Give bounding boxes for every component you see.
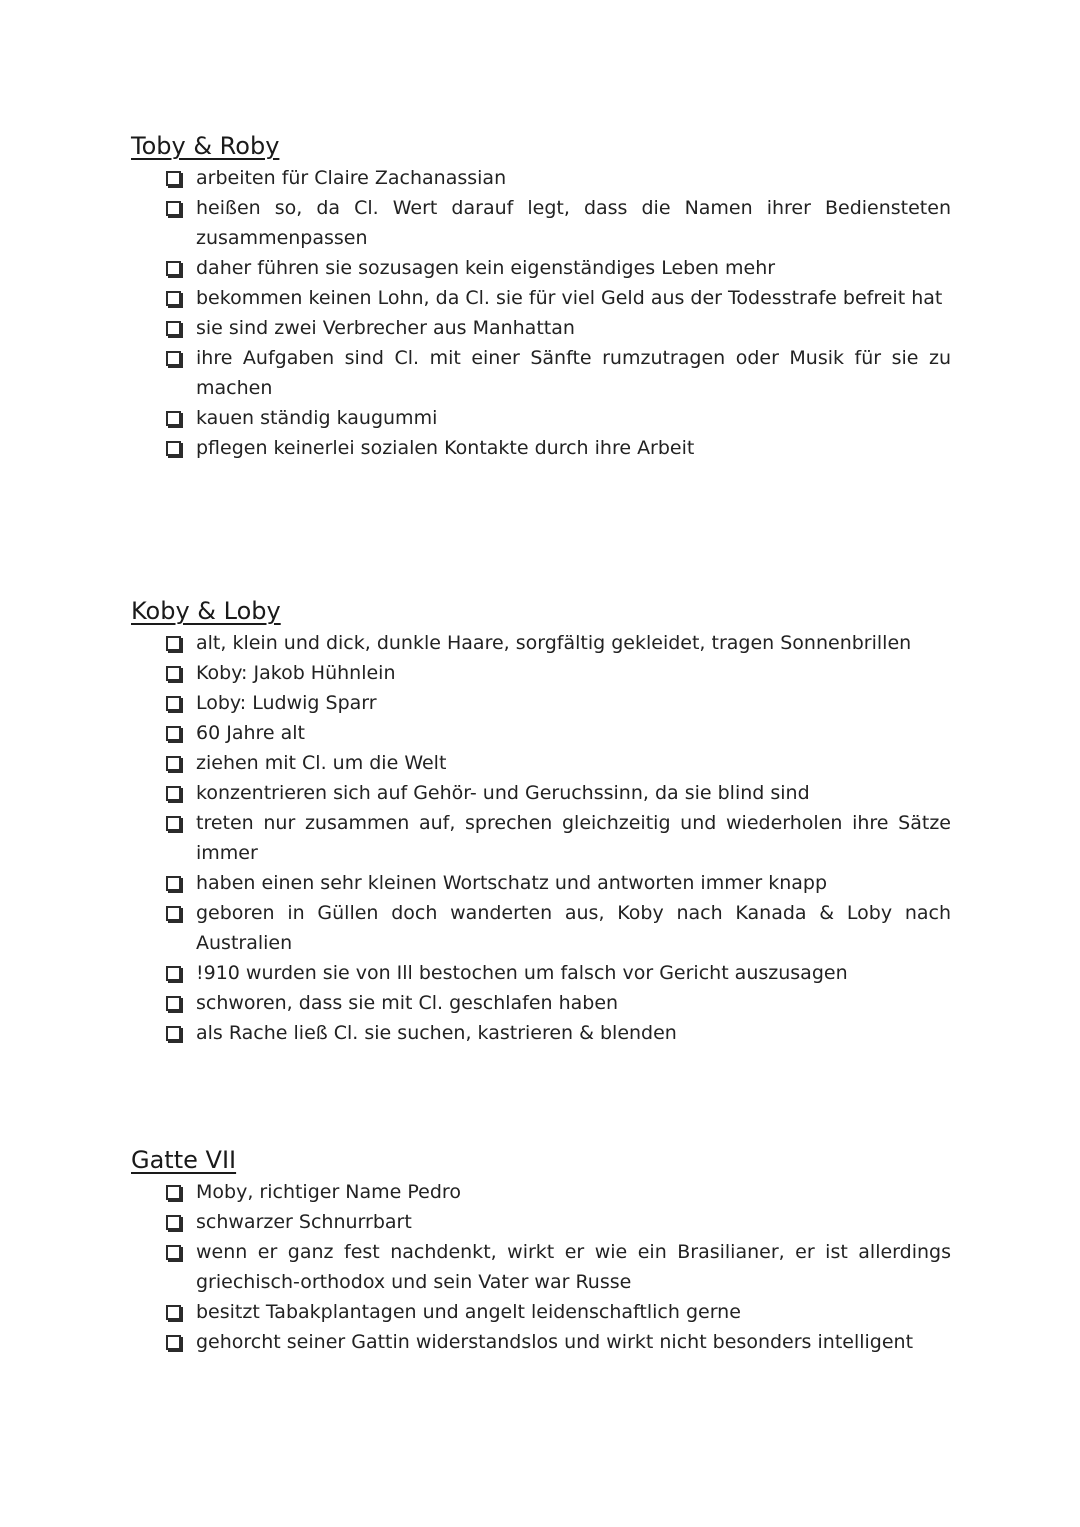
list-item-text: kauen ständig kaugummi [196,407,438,429]
list-item-text: 60 Jahre alt [196,722,305,744]
list-item [131,343,951,403]
checkbox-icon [166,636,181,651]
list-item-text: alt, klein und dick, dunkle Haare, sorgfältig gekleidet, tragen Sonnenbrillen [196,632,912,654]
list-item [131,193,951,253]
checkbox-icon [166,966,181,981]
section-koby-loby [131,596,951,1048]
checkbox-icon [166,816,181,831]
list-item [131,808,951,868]
checkbox-icon [166,1305,181,1320]
checkbox-icon [166,756,181,771]
checkbox-icon [166,726,181,741]
list-item-text: wenn er ganz fest nachdenkt, wirkt er wie ein Brasilianer, er ist allerdings griechisch-orthodox und sein Vater war Russe [196,1241,951,1293]
checkbox-icon [166,351,181,366]
list-item [131,628,951,658]
list-item [131,658,951,688]
section-gatte-vii [131,1145,951,1357]
list-item-text: konzentrieren sich auf Gehör- und Geruchssinn, da sie blind sind [196,782,810,804]
list-item [131,1177,951,1207]
list-item [131,688,951,718]
section-toby-roby [131,131,951,463]
checkbox-icon [166,666,181,681]
section-heading: Toby & Roby [131,132,280,160]
section-heading: Koby & Loby [131,597,281,625]
checkbox-icon [166,876,181,891]
list-item-text: geboren in Güllen doch wanderten aus, Koby nach Kanada & Loby nach Australien [196,902,951,954]
list-item [131,283,951,313]
checkbox-icon [166,906,181,921]
list-item [131,1327,951,1357]
list-item [131,988,951,1018]
list-item [131,313,951,343]
list-item-text: gehorcht seiner Gattin widerstandslos und wirkt nicht besonders intelligent [196,1331,914,1353]
list-item [131,868,951,898]
list-item [131,778,951,808]
list-item [131,958,951,988]
list-item-text: Loby: Ludwig Sparr [196,692,377,714]
checkbox-icon [166,201,181,216]
list-item [131,1207,951,1237]
list-item [131,898,951,958]
list-item-text: Moby, richtiger Name Pedro [196,1181,461,1203]
list-item-text: daher führen sie sozusagen kein eigenständiges Leben mehr [196,257,776,279]
list-item-text: Koby: Jakob Hühnlein [196,662,396,684]
checkbox-icon [166,1335,181,1350]
list-item [131,253,951,283]
checkbox-icon [166,261,181,276]
checkbox-icon [166,441,181,456]
list-item-text: schwarzer Schnurrbart [196,1211,412,1233]
checkbox-icon [166,786,181,801]
checkbox-icon [166,1215,181,1230]
checkbox-icon [166,1245,181,1260]
list-item-text: pflegen keinerlei sozialen Kontakte durch ihre Arbeit [196,437,695,459]
checkbox-icon [166,1026,181,1041]
list-item [131,433,951,463]
list-item [131,1018,951,1048]
list-item [131,748,951,778]
list-item [131,163,951,193]
list-item-text: bekommen keinen Lohn, da Cl. sie für viel Geld aus der Todesstrafe befreit hat [196,287,943,309]
bullet-list [131,1177,951,1357]
section-heading: Gatte VII [131,1146,237,1174]
list-item-text: !910 wurden sie von Ill bestochen um falsch vor Gericht auszusagen [196,962,848,984]
bullet-list [131,628,951,1048]
list-item-text: ihre Aufgaben sind Cl. mit einer Sänfte rumzutragen oder Musik für sie zu machen [196,347,951,399]
checkbox-icon [166,291,181,306]
list-item-text: arbeiten für Claire Zachanassian [196,167,507,189]
list-item-text: als Rache ließ Cl. sie suchen, kastrieren & blenden [196,1022,677,1044]
checkbox-icon [166,696,181,711]
checkbox-icon [166,1185,181,1200]
checkbox-icon [166,996,181,1011]
checkbox-icon [166,411,181,426]
checkbox-icon [166,171,181,186]
list-item-text: sie sind zwei Verbrecher aus Manhattan [196,317,575,339]
list-item-text: ziehen mit Cl. um die Welt [196,752,447,774]
list-item-text: treten nur zusammen auf, sprechen gleichzeitig und wiederholen ihre Sätze immer [196,812,951,864]
checkbox-icon [166,321,181,336]
list-item [131,718,951,748]
list-item-text: haben einen sehr kleinen Wortschatz und antworten immer knapp [196,872,828,894]
list-item-text: schworen, dass sie mit Cl. geschlafen haben [196,992,619,1014]
list-item [131,1237,951,1297]
list-item [131,403,951,433]
list-item-text: besitzt Tabakplantagen und angelt leidenschaftlich gerne [196,1301,741,1323]
list-item [131,1297,951,1327]
list-item-text: heißen so, da Cl. Wert darauf legt, dass die Namen ihrer Bediensteten zusammenpassen [196,197,951,249]
bullet-list [131,163,951,463]
